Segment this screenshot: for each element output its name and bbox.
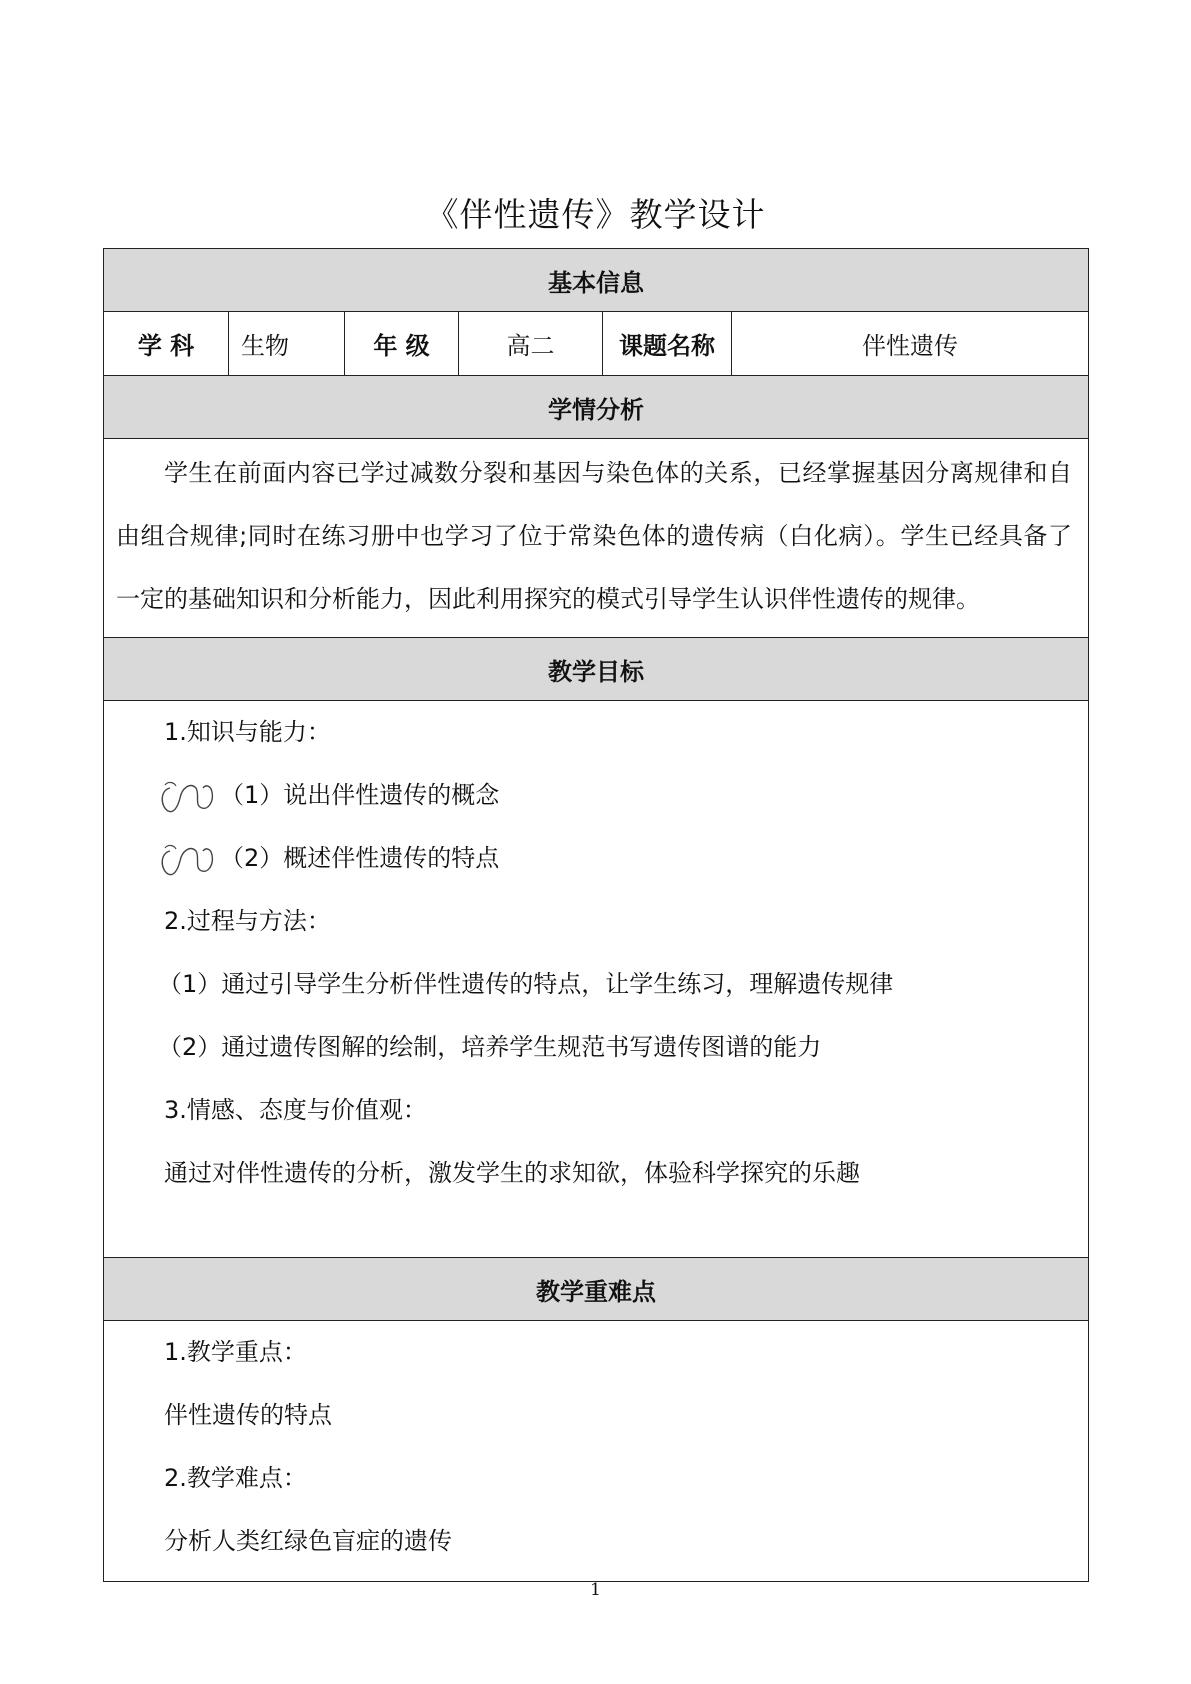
page-number: 1: [590, 1580, 601, 1600]
process-item-1: （1）通过引导学生分析伴性遗传的特点，让学生练习，理解遗传规律: [158, 970, 894, 998]
basic-info-header: 基本信息: [104, 249, 1089, 312]
grade-label: 年 级: [345, 312, 459, 376]
difficulty-title: 2.教学难点：: [164, 1464, 307, 1492]
subject-value: 生物: [229, 312, 345, 376]
process-title: 2.过程与方法：: [164, 907, 331, 935]
emotion-title: 3.情感、态度与价值观：: [164, 1096, 427, 1124]
topic-value: 伴性遗传: [732, 312, 1089, 376]
focus-text: 伴性遗传的特点: [164, 1401, 332, 1429]
teaching-goals-header: 教学目标: [104, 638, 1089, 701]
process-item-2: （2）通过遗传图解的绘制，培养学生规范书写遗传图谱的能力: [158, 1033, 822, 1061]
subject-label: 学 科: [104, 312, 229, 376]
basic-info-row: [104, 312, 1089, 376]
lesson-plan-table: [103, 248, 1089, 1582]
knowledge-title: 1.知识与能力：: [164, 718, 331, 746]
student-analysis-cell: [104, 439, 1089, 638]
emotion-text: 通过对伴性遗传的分析，激发学生的求知欲，体验科学探究的乐趣: [164, 1159, 860, 1187]
focus-title: 1.教学重点：: [164, 1338, 307, 1366]
knowledge-item-1-text: （1）说出伴性遗传的概念: [220, 781, 500, 809]
knowledge-item-2: [104, 835, 1088, 898]
topic-label: 课题名称: [603, 312, 732, 376]
handwritten-mark-icon: [156, 839, 220, 879]
handwritten-mark-icon: [156, 776, 220, 816]
teaching-goals-cell: [104, 701, 1089, 1258]
key-points-header: 教学重难点: [104, 1258, 1089, 1321]
grade-value: 高二: [459, 312, 603, 376]
knowledge-item-2-text: （2）概述伴性遗传的特点: [220, 844, 500, 872]
student-analysis-text: 学生在前面内容已学过减数分裂和基因与染色体的关系，已经掌握基因分离规律和自由组合规律;同时在练习册中也学习了位于常染色体的遗传病（白化病）。学生已经具备了一定的基础知识和分析能力，因此利用探究的模式引导学生认识伴性遗传的规律。: [116, 459, 1073, 613]
difficulty-text: 分析人类红绿色盲症的遗传: [164, 1527, 452, 1555]
student-analysis-header: 学情分析: [104, 376, 1089, 439]
knowledge-item-1: [104, 772, 1088, 835]
key-points-cell: [104, 1321, 1089, 1582]
document-title: 《伴性遗传》教学设计: [425, 195, 766, 234]
